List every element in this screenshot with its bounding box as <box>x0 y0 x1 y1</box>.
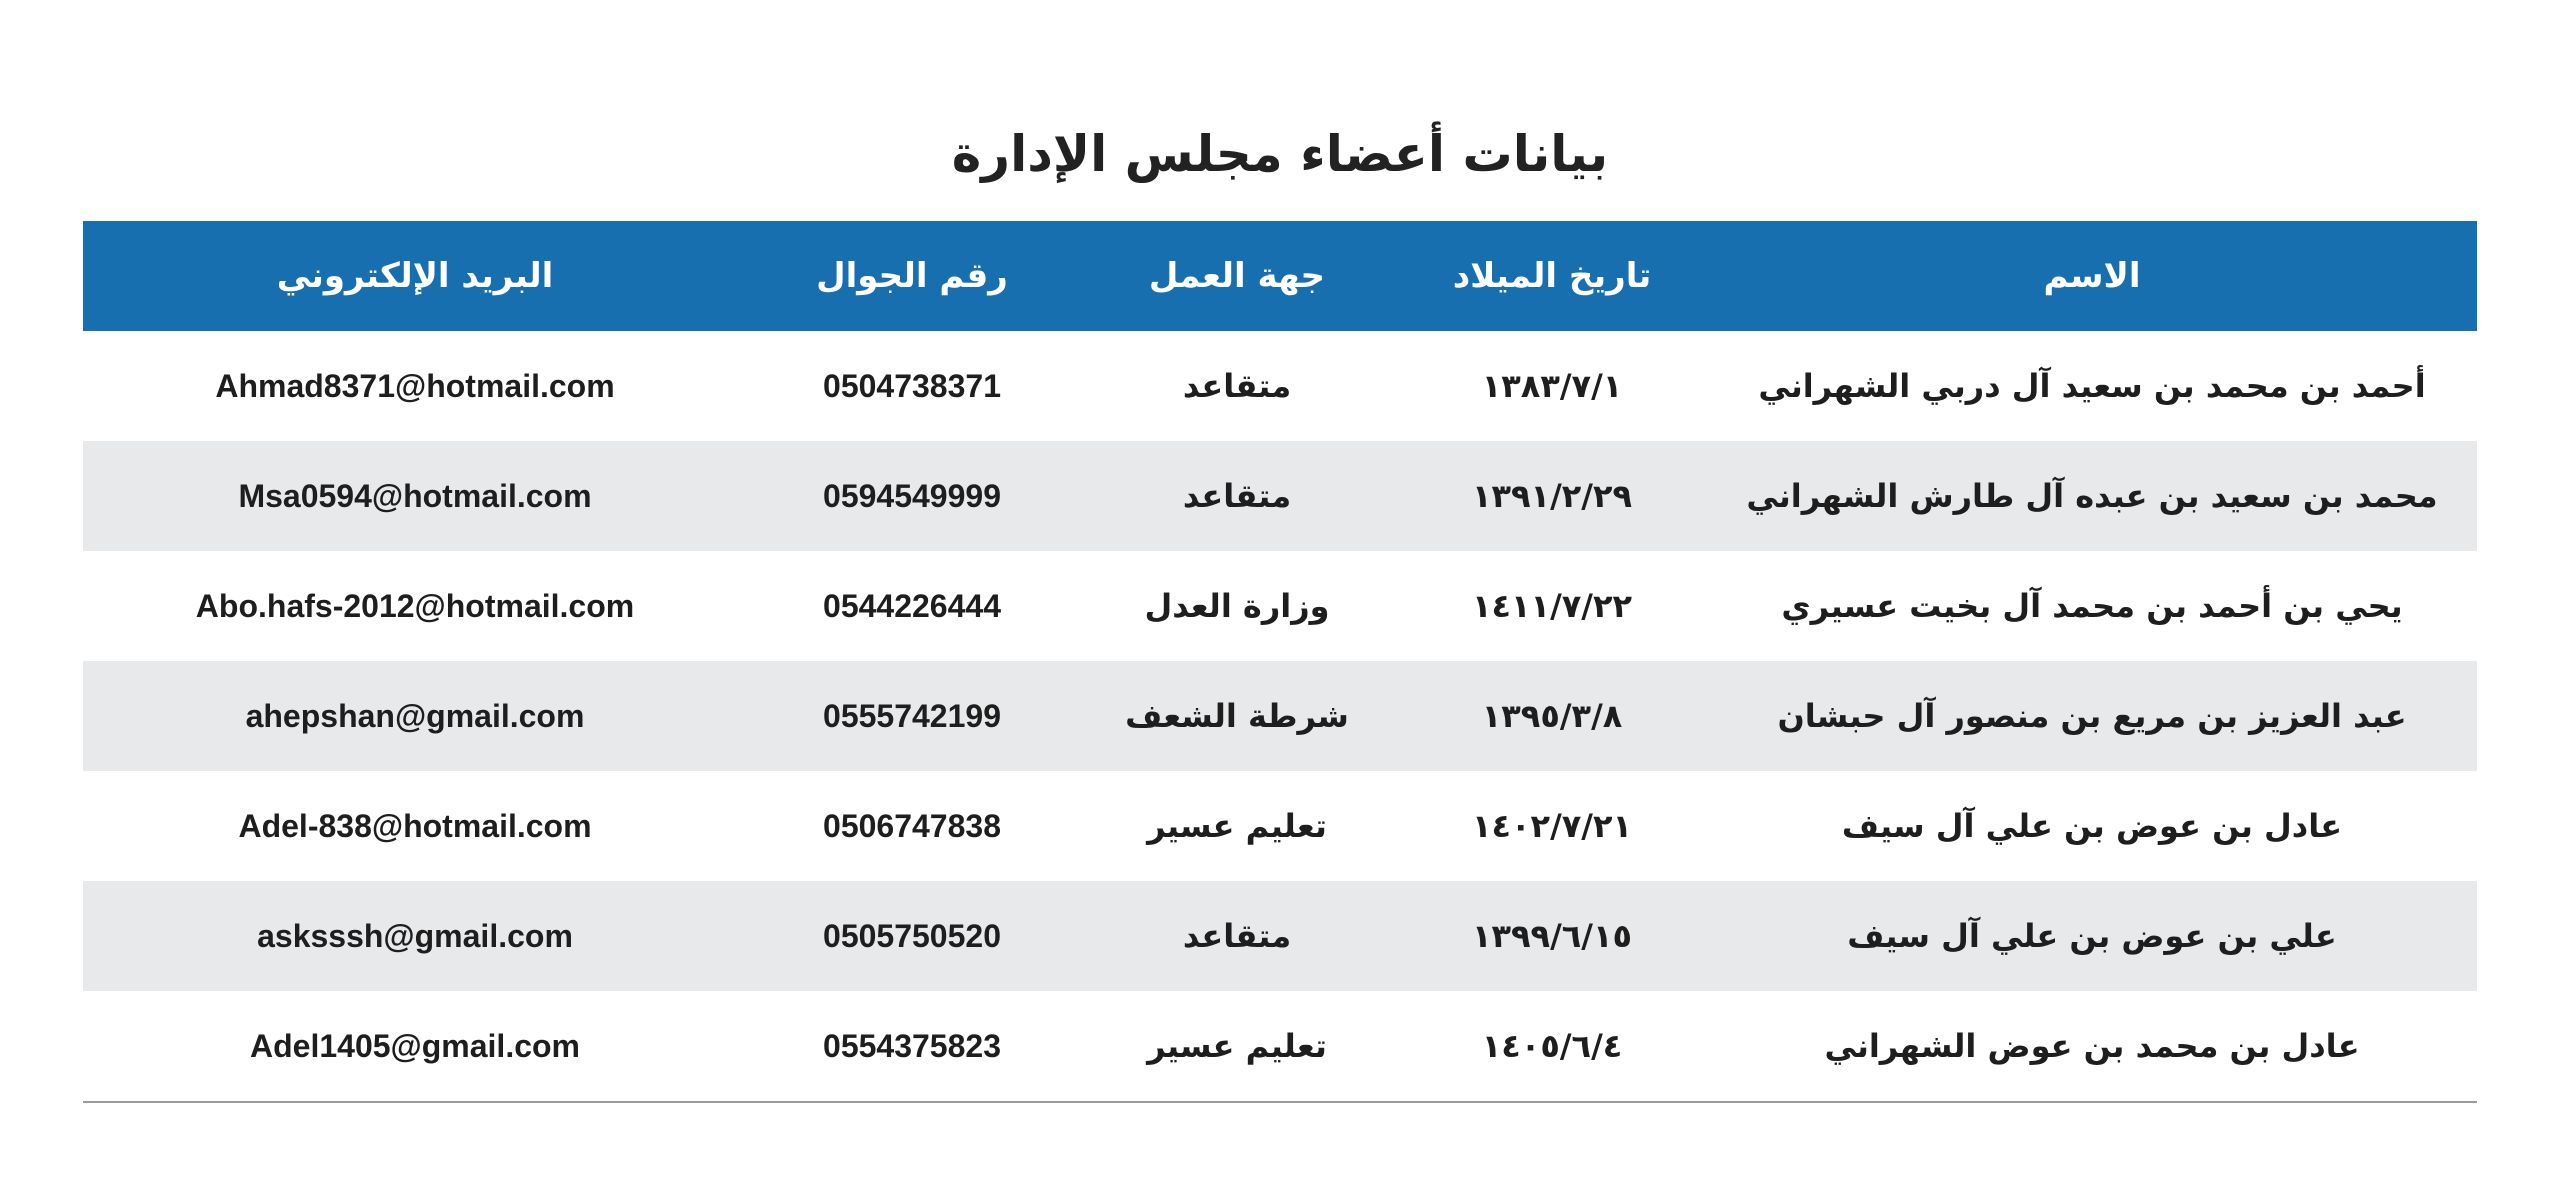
cell-mobile: 0555742199 <box>747 661 1077 771</box>
cell-mobile: 0504738371 <box>823 367 1001 404</box>
cell-mobile: 0544226444 <box>823 587 1001 624</box>
cell-name: يحي بن أحمد بن محمد آل بخيت عسيري <box>1781 587 2403 625</box>
cell-email: ahepshan@gmail.com <box>83 661 747 771</box>
cell-work: متقاعد <box>1182 367 1292 405</box>
table-row <box>83 661 2477 771</box>
table-row <box>83 881 2477 991</box>
cell-email: Adel-838@hotmail.com <box>238 807 592 844</box>
cell-dob: ١٤١١/٧/٢٢ <box>1471 587 1633 625</box>
page-title: بيانات أعضاء مجلس الإدارة <box>951 124 1609 183</box>
cell-work: متقاعد <box>1077 881 1397 991</box>
cell-dob: ١٣٨٣/٧/١ <box>1481 367 1623 405</box>
cell-mobile: 0505750520 <box>747 881 1077 991</box>
cell-work: وزارة العدل <box>1144 587 1330 625</box>
cell-work: تعليم عسير <box>1077 991 1397 1102</box>
header-name: الاسم <box>1707 221 2477 331</box>
header-email: البريد الإلكتروني <box>83 221 747 331</box>
table-row <box>83 551 2477 661</box>
cell-mobile: 0594549999 <box>747 441 1077 551</box>
cell-name: عادل بن محمد بن عوض الشهراني <box>1707 991 2477 1102</box>
table-body <box>83 331 2477 1102</box>
cell-email: Abo.hafs-2012@hotmail.com <box>195 587 635 624</box>
cell-dob: ١٤٠٥/٦/٤ <box>1397 991 1707 1102</box>
cell-work: شرطة الشعف <box>1077 661 1397 771</box>
cell-name: علي بن عوض بن علي آل سيف <box>1707 881 2477 991</box>
cell-mobile: 0506747838 <box>823 807 1001 844</box>
table-row <box>83 441 2477 551</box>
header-dob: تاريخ الميلاد <box>1397 221 1707 331</box>
cell-work: تعليم عسير <box>1147 807 1327 845</box>
table-row <box>83 771 2477 881</box>
cell-email: asksssh@gmail.com <box>83 881 747 991</box>
cell-email: Adel1405@gmail.com <box>83 991 747 1102</box>
header-mobile: رقم الجوال <box>747 221 1077 331</box>
table-header <box>83 221 2477 331</box>
cell-dob: ١٤٠٢/٧/٢١ <box>1471 807 1633 845</box>
cell-dob: ١٣٩٩/٦/١٥ <box>1397 881 1707 991</box>
table-row <box>83 991 2477 1102</box>
cell-dob: ١٣٩٥/٣/٨ <box>1397 661 1707 771</box>
cell-name: أحمد بن محمد بن سعيد آل دربي الشهراني <box>1758 367 2426 405</box>
cell-name: عبد العزيز بن مريع بن منصور آل حبشان <box>1707 661 2477 771</box>
header-work: جهة العمل <box>1077 221 1397 331</box>
header-row <box>83 221 2477 331</box>
board-members-table <box>83 221 2477 1103</box>
cell-work: متقاعد <box>1077 441 1397 551</box>
cell-email: Ahmad8371@hotmail.com <box>215 367 615 404</box>
cell-mobile: 0554375823 <box>747 991 1077 1102</box>
cell-name: عادل بن عوض بن علي آل سيف <box>1841 807 2343 845</box>
cell-dob: ١٣٩١/٢/٢٩ <box>1397 441 1707 551</box>
cell-name: محمد بن سعيد بن عبده آل طارش الشهراني <box>1707 441 2477 551</box>
table-row <box>83 331 2477 441</box>
cell-email: Msa0594@hotmail.com <box>83 441 747 551</box>
